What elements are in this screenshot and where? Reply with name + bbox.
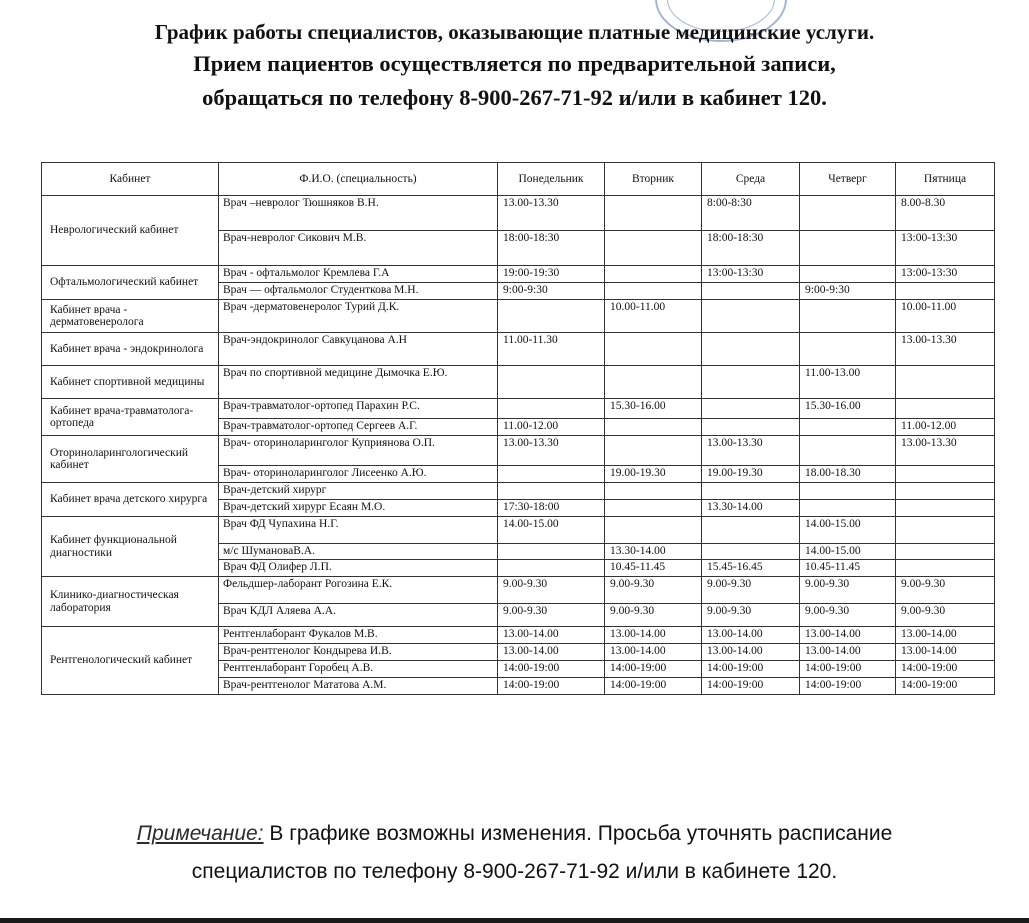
time-cell-tue: 14:00-19:00 [605,661,702,678]
header-specialist: Ф.И.О. (специальность) [219,163,498,196]
schedule-table [41,162,995,695]
time-cell-tue: 10.45-11.45 [605,560,702,577]
time-cell-thu [800,231,896,266]
time-cell-thu: 10.45-11.45 [800,560,896,577]
time-cell-fri: 10.00-11.00 [896,300,995,333]
time-cell-fri [896,500,995,517]
time-cell-mon: 9:00-9:30 [498,283,605,300]
time-cell-wed: 13:00-13:30 [702,266,800,283]
time-cell-mon: 14:00-19:00 [498,661,605,678]
time-cell-fri: 9.00-9.30 [896,577,995,604]
time-cell-fri: 13.00-13.30 [896,333,995,366]
time-cell-tue: 13.00-14.00 [605,627,702,644]
time-cell-tue [605,436,702,466]
time-cell-thu: 9:00-9:30 [800,283,896,300]
time-cell-mon [498,466,605,483]
specialist-cell: Фельдшер-лаборант Рогозина Е.К. [219,577,498,604]
time-cell-fri: 11.00-12.00 [896,419,995,436]
time-cell-wed [702,483,800,500]
time-cell-wed: 13.00-13.30 [702,436,800,466]
bottom-edge-bar [0,918,1029,923]
specialist-cell: Врач-рентгенолог Мататова А.М. [219,678,498,695]
time-cell-tue [605,517,702,544]
specialist-cell: Врач-травматолог-ортопед Сергеев А.Г. [219,419,498,436]
time-cell-fri: 14:00-19:00 [896,661,995,678]
time-cell-mon: 14.00-15.00 [498,517,605,544]
time-cell-fri [896,366,995,399]
time-cell-thu [800,436,896,466]
time-cell-fri [896,399,995,419]
time-cell-thu: 14:00-19:00 [800,661,896,678]
time-cell-wed: 14:00-19:00 [702,678,800,695]
time-cell-fri: 14:00-19:00 [896,678,995,695]
time-cell-tue: 15.30-16.00 [605,399,702,419]
time-cell-fri [896,466,995,483]
time-cell-tue [605,419,702,436]
time-cell-mon [498,483,605,500]
cabinet-cell: Оториноларингологический кабинет [42,436,219,483]
time-cell-mon: 13.00-14.00 [498,644,605,661]
time-cell-mon: 9.00-9.30 [498,577,605,604]
specialist-cell: Врач-рентгенолог Кондырева И.В. [219,644,498,661]
time-cell-tue [605,231,702,266]
time-cell-wed: 14:00-19:00 [702,661,800,678]
time-cell-mon: 9.00-9.30 [498,604,605,627]
time-cell-wed: 18:00-18:30 [702,231,800,266]
cabinet-cell: Рентгенологический кабинет [42,627,219,695]
specialist-cell: Врач - офтальмолог Кремлева Г.А [219,266,498,283]
cabinet-cell: Кабинет врача - эндокринолога [42,333,219,366]
time-cell-mon: 17:30-18:00 [498,500,605,517]
time-cell-wed [702,419,800,436]
time-cell-mon: 13.00-13.30 [498,436,605,466]
note-line-2: специалистов по телефону 8-900-267-71-92 и/или в кабинете 120. [191,860,838,883]
time-cell-tue [605,333,702,366]
time-cell-wed: 8:00-8:30 [702,196,800,231]
cabinet-cell: Кабинет врача - дерматовенеролога [42,300,219,333]
specialist-cell: Врач ФД Олифер Л.П. [219,560,498,577]
cabinet-cell: Кабинет функциональной диагностики [42,517,219,577]
time-cell-mon: 14:00-19:00 [498,678,605,695]
cabinet-cell: Неврологический кабинет [42,196,219,266]
header-tuesday: Вторник [605,163,702,196]
time-cell-mon: 13.00-14.00 [498,627,605,644]
time-cell-wed: 19.00-19.30 [702,466,800,483]
time-cell-wed: 13.00-14.00 [702,644,800,661]
specialist-cell: Врач КДЛ Аляева А.А. [219,604,498,627]
time-cell-tue: 14:00-19:00 [605,678,702,695]
time-cell-mon [498,300,605,333]
time-cell-tue: 13.30-14.00 [605,544,702,560]
time-cell-mon: 13.00-13.30 [498,196,605,231]
time-cell-wed [702,517,800,544]
title-line-3: обращаться по телефону 8-900-267-71-92 и/или в кабинет 120. [202,85,827,110]
time-cell-fri: 13:00-13:30 [896,266,995,283]
time-cell-wed [702,366,800,399]
table-row [42,436,995,466]
table-row [42,333,995,366]
time-cell-thu: 15.30-16.00 [800,399,896,419]
specialist-cell: Врач-травматолог-ортопед Парахин Р.С. [219,399,498,419]
time-cell-wed: 9.00-9.30 [702,577,800,604]
time-cell-tue [605,266,702,283]
time-cell-wed: 15.45-16.45 [702,560,800,577]
table-row [42,266,995,283]
time-cell-fri [896,283,995,300]
time-cell-thu [800,500,896,517]
time-cell-thu: 13.00-14.00 [800,644,896,661]
time-cell-fri: 8.00-8.30 [896,196,995,231]
table-row [42,399,995,419]
note-label: Примечание: [136,822,264,845]
table-row [42,196,995,231]
time-cell-fri [896,560,995,577]
specialist-cell: Рентгенлаборант Горобец А.В. [219,661,498,678]
time-cell-thu: 13.00-14.00 [800,627,896,644]
header-monday: Понедельник [498,163,605,196]
time-cell-fri [896,517,995,544]
specialist-cell: Врач-детский хирург Есаян М.О. [219,500,498,517]
time-cell-thu: 14.00-15.00 [800,517,896,544]
table-row [42,483,995,500]
specialist-cell: Врач -дерматовенеролог Турий Д.К. [219,300,498,333]
table-row [42,577,995,604]
cabinet-cell: Кабинет спортивной медицины [42,366,219,399]
time-cell-thu [800,333,896,366]
footer-note [0,815,1029,891]
time-cell-thu [800,483,896,500]
time-cell-thu: 11.00-13.00 [800,366,896,399]
time-cell-thu [800,266,896,283]
schedule-body [42,196,995,695]
time-cell-mon: 19:00-19:30 [498,266,605,283]
time-cell-fri: 13.00-14.00 [896,644,995,661]
time-cell-wed [702,283,800,300]
specialist-cell: Рентгенлаборант Фукалов М.В. [219,627,498,644]
specialist-cell: Врач ФД Чупахина Н.Г. [219,517,498,544]
time-cell-thu [800,419,896,436]
note-line-1 [0,815,1029,853]
time-cell-tue: 10.00-11.00 [605,300,702,333]
time-cell-fri [896,544,995,560]
time-cell-wed [702,399,800,419]
time-cell-mon [498,544,605,560]
time-cell-mon [498,399,605,419]
time-cell-fri: 13.00-14.00 [896,627,995,644]
time-cell-wed: 9.00-9.30 [702,604,800,627]
cabinet-cell: Офтальмологический кабинет [42,266,219,300]
cabinet-cell: Кабинет врача детского хирурга [42,483,219,517]
time-cell-tue: 13.00-14.00 [605,644,702,661]
time-cell-tue [605,196,702,231]
time-cell-tue: 9.00-9.30 [605,577,702,604]
time-cell-thu: 9.00-9.30 [800,604,896,627]
table-row [42,300,995,333]
specialist-cell: Врач по спортивной медицине Дымочка Е.Ю. [219,366,498,399]
time-cell-thu [800,196,896,231]
page-title [0,17,1029,115]
header-cabinet: Кабинет [42,163,219,196]
time-cell-mon: 18:00-18:30 [498,231,605,266]
specialist-cell: Врач- оториноларинголог Лисеенко А.Ю. [219,466,498,483]
table-header-row [42,163,995,196]
time-cell-wed: 13.30-14.00 [702,500,800,517]
time-cell-wed: 13.00-14.00 [702,627,800,644]
time-cell-fri: 13.00-13.30 [896,436,995,466]
time-cell-mon [498,366,605,399]
time-cell-thu: 9.00-9.30 [800,577,896,604]
time-cell-wed [702,544,800,560]
specialist-cell: Врач-эндокринолог Савкуцанова А.Н [219,333,498,366]
specialist-cell: Врач- оториноларинголог Куприянова О.П. [219,436,498,466]
time-cell-thu: 14.00-15.00 [800,544,896,560]
cabinet-cell: Клинико-диагностическая лаборатория [42,577,219,627]
time-cell-mon: 11.00-12.00 [498,419,605,436]
specialist-cell: Врач –невролог Тюшняков В.Н. [219,196,498,231]
cabinet-cell: Кабинет врача-травматолога-ортопеда [42,399,219,436]
time-cell-tue [605,283,702,300]
header-friday: Пятница [896,163,995,196]
table-row [42,366,995,399]
specialist-cell: м/с ШумановаВ.А. [219,544,498,560]
time-cell-fri [896,483,995,500]
time-cell-tue [605,483,702,500]
time-cell-thu: 14:00-19:00 [800,678,896,695]
specialist-cell: Врач — офтальмолог Студенткова М.Н. [219,283,498,300]
table-row [42,517,995,544]
time-cell-tue: 9.00-9.30 [605,604,702,627]
specialist-cell: Врач-невролог Сикович М.В. [219,231,498,266]
header-thursday: Четверг [800,163,896,196]
title-line-1: График работы специалистов, оказывающие платные медицинские услуги. [154,20,875,44]
time-cell-wed [702,333,800,366]
header-wednesday: Среда [702,163,800,196]
time-cell-thu: 18.00-18.30 [800,466,896,483]
time-cell-thu [800,300,896,333]
table-row [42,627,995,644]
title-line-2: Прием пациентов осуществляется по предварительной записи, [193,51,836,76]
note-text-1: В графике возможны изменения. Просьба уточнять расписание [269,822,893,845]
time-cell-tue [605,366,702,399]
time-cell-tue [605,500,702,517]
specialist-cell: Врач-детский хирург [219,483,498,500]
time-cell-fri: 13:00-13:30 [896,231,995,266]
time-cell-tue: 19.00-19.30 [605,466,702,483]
time-cell-fri: 9.00-9.30 [896,604,995,627]
time-cell-mon [498,560,605,577]
time-cell-wed [702,300,800,333]
time-cell-mon: 11.00-11.30 [498,333,605,366]
